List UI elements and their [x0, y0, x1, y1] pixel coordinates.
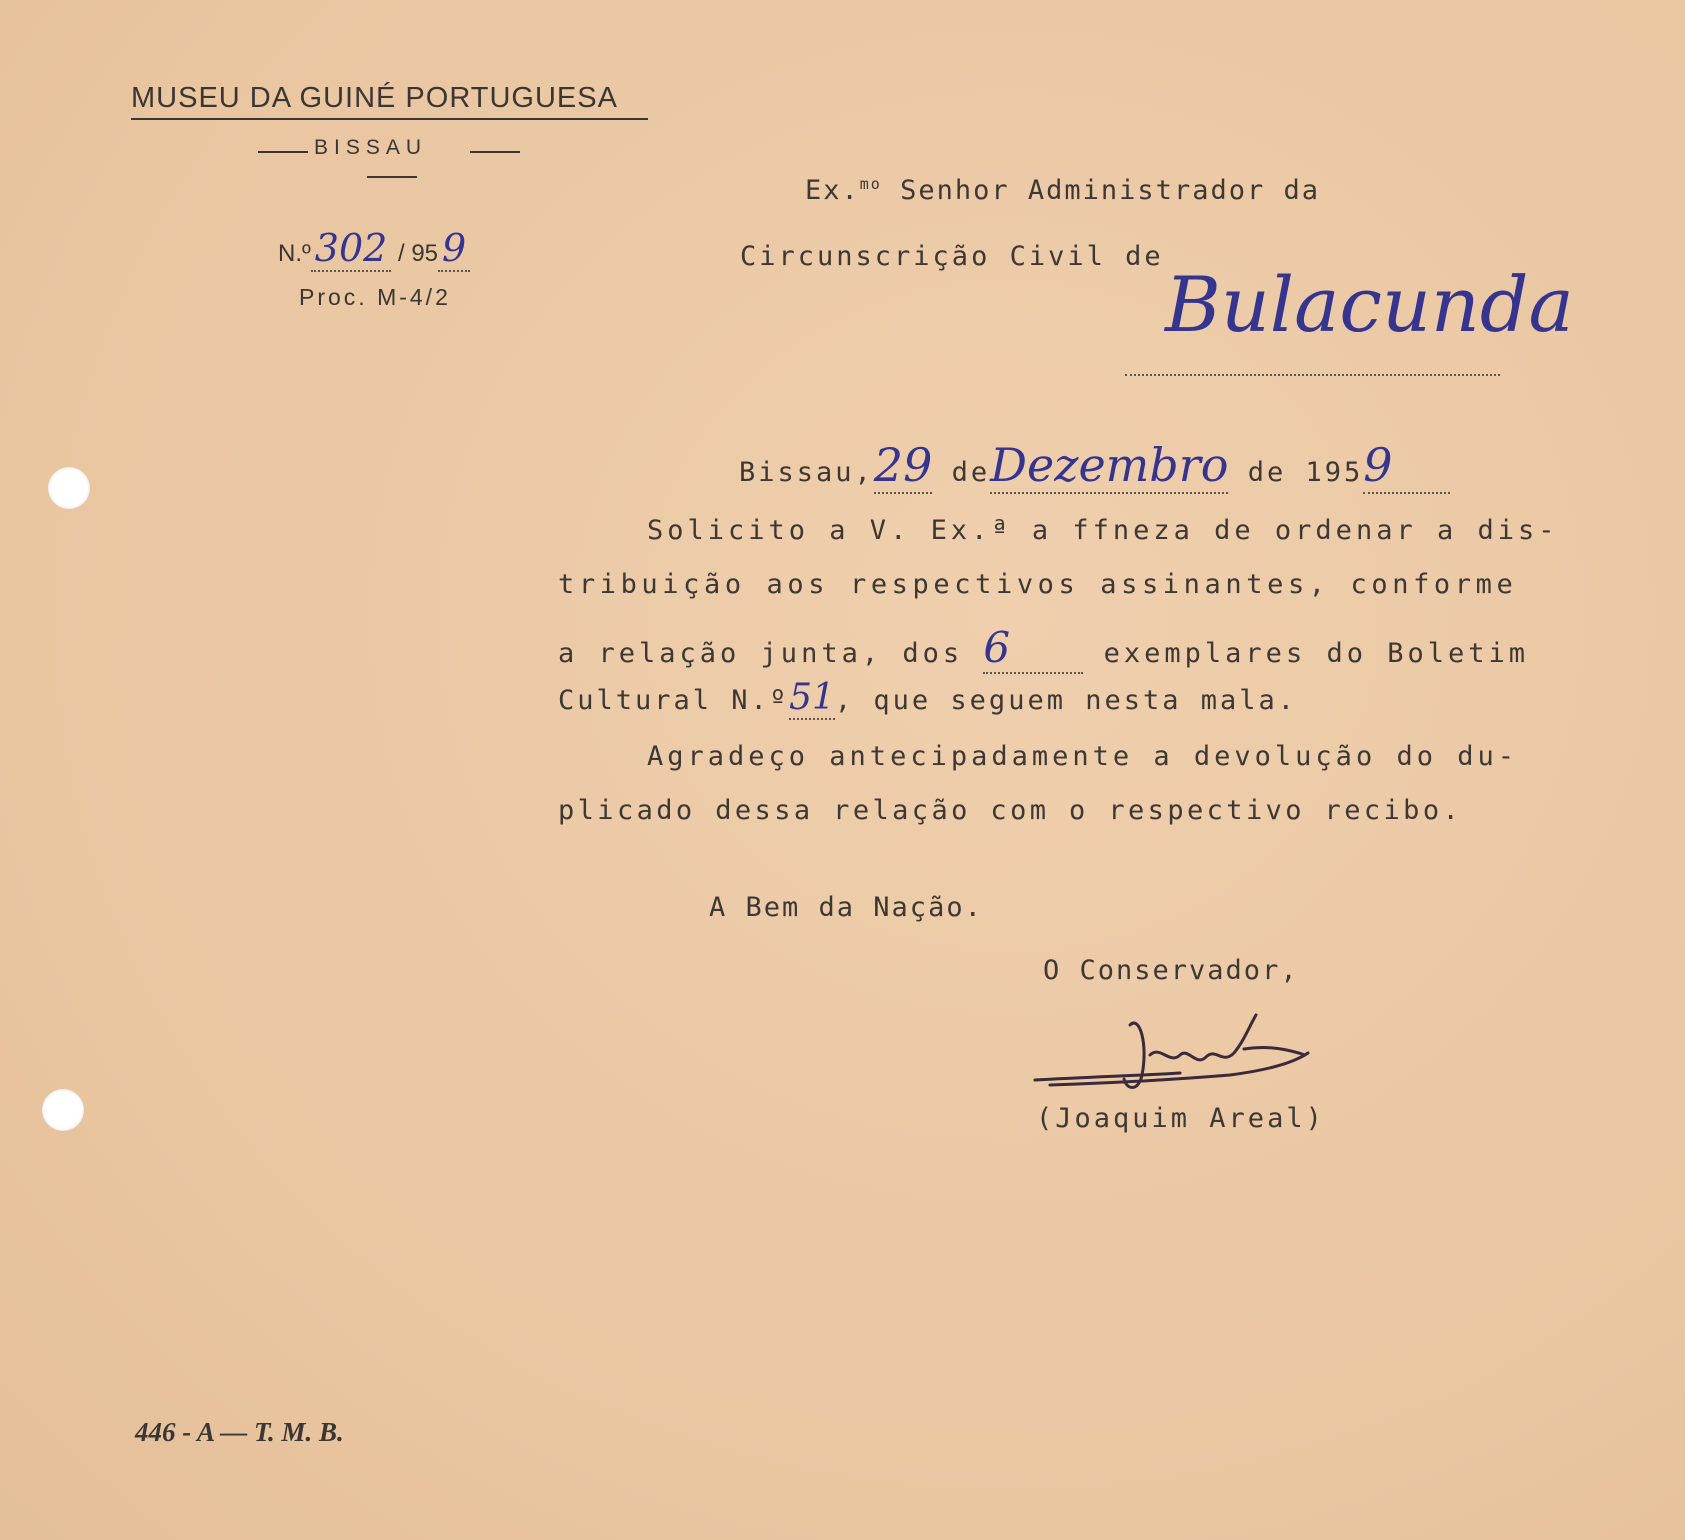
- closing-salutation: A Bem da Nação.: [709, 892, 983, 923]
- date-de-1: de: [951, 457, 991, 488]
- date-day-field: [874, 438, 933, 494]
- addressee-prefix: Ex.: [805, 175, 860, 206]
- copies-field: [983, 623, 1083, 674]
- addressee-line-1: [805, 175, 1320, 206]
- addressee-sup: mo: [859, 175, 882, 193]
- body-line-4: [558, 677, 1297, 718]
- body-line-1: Solicito a V. Ex.ª a ffneza de ordenar a dis-: [647, 515, 1559, 546]
- body-line-6: plicado dessa relação com o respectivo recibo.: [558, 795, 1463, 826]
- signer-title: O Conservador,: [1043, 955, 1299, 986]
- number-value: 302: [311, 226, 392, 272]
- process-reference: Proc. M-4/2: [299, 284, 451, 310]
- date-year-prefix: 195: [1305, 457, 1364, 488]
- reference-number: N.º 302 / 95 9: [278, 226, 470, 270]
- city-dash-right: [470, 151, 520, 153]
- date-year-digit: 9: [1363, 438, 1393, 492]
- letterhead-short-rule: [367, 176, 417, 178]
- date-month: Dezembro: [990, 438, 1229, 492]
- year-digit: 9: [438, 226, 470, 272]
- handwritten-signature: [1030, 1005, 1320, 1115]
- body-line-3: [558, 623, 1529, 674]
- body-line-5: Agradeço antecipadamente a devolução do du-: [647, 741, 1518, 772]
- city-dash-left: [258, 151, 308, 153]
- signer-name: (Joaquim Areal): [1036, 1103, 1325, 1134]
- bulletin-number: 51: [789, 677, 835, 718]
- punch-hole-top: [48, 467, 90, 509]
- addressee-line-2: Circunscrição Civil de: [740, 241, 1164, 272]
- body-line-2: tribuição aos respectivos assinantes, conforme: [558, 569, 1518, 600]
- line4-pre: Cultural N.º: [558, 685, 790, 716]
- city-text: BISSAU: [314, 136, 428, 159]
- date-year-field: [1363, 438, 1450, 494]
- date-line: [739, 438, 1450, 494]
- institution-name: MUSEU DA GUINÉ PORTUGUESA: [131, 82, 618, 114]
- punch-hole-bottom: [42, 1089, 84, 1131]
- date-city: Bissau,: [739, 457, 874, 488]
- place-dotted-line: [1125, 374, 1500, 376]
- number-label: N.º: [278, 240, 311, 267]
- date-day: 29: [873, 438, 933, 492]
- addressee-rest: Senhor Administrador da: [900, 175, 1320, 206]
- line3-post: exemplares do Boletim: [1103, 638, 1530, 669]
- letterhead-rule: [131, 118, 648, 120]
- letterhead-city: [314, 136, 427, 160]
- year-prefix: 95: [411, 240, 439, 267]
- copies-count: 6: [983, 623, 1015, 672]
- line3-pre: a relação junta, dos: [558, 638, 964, 669]
- addressee-place: Bulacunda: [1165, 260, 1574, 349]
- date-month-field: [990, 438, 1228, 494]
- form-footer: 446 - A — T. M. B.: [135, 1417, 344, 1447]
- date-de-2: de: [1247, 457, 1287, 488]
- line4-post: , que seguem nesta mala.: [834, 685, 1298, 716]
